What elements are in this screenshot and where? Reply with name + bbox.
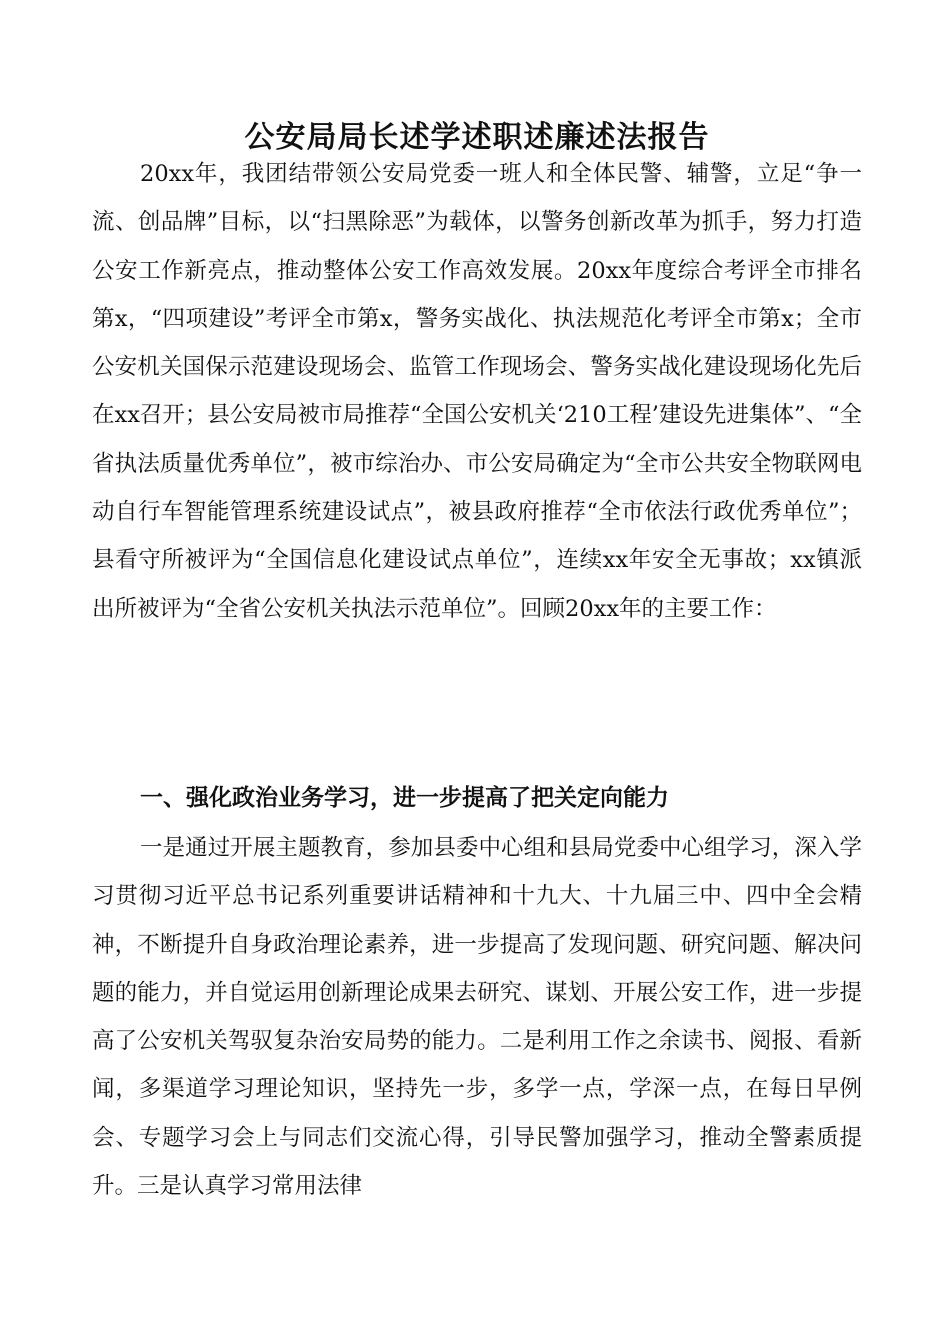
document-title: 公安局局长述学述职述廉述法报告 bbox=[244, 120, 710, 155]
intro-paragraph: 20xx年，我团结带领公安局党委一班人和全体民警、辅警，立足“争一流、创品牌”目标，以“扫黑除恶”为载体，以警务创新改革为抓手，努力打造公安工作新亮点，推动整体公安工作高效发展。20xx年度综合考评全市排名第x，“四项建设”考评全市第x，警务实战化、执法规范化考评全市第x；全市公安机关国保示范建设现场会、监管工作现场会、警务实战化建设现场化先后在xx召开；县公安局被市局推荐“全国公安机关‘210工程’建设先进集体”、“全省执法质量优秀单位”，被市综治办、市公安局确定为“全市公共安全物联网电动自行车智能管理系统建设试点”，被县政府推荐“全市依法行政优秀单位”；县看守所被评为“全国信息化建设试点单位”，连续xx年安全无事故；xx镇派出所被评为“全省公安机关执法示范单位”。回顾20xx年的主要工作： bbox=[92, 161, 862, 622]
body-paragraph: 一是通过开展主题教育，参加县委中心组和县局党委中心组学习，深入学习贯彻习近平总书记系列重要讲话精神和十九大、十九届三中、四中全会精神，不断提升自身政治理论素养，进一步提高了发现问题、研究问题、解决问题的能力，并自觉运用创新理论成果去研究、谋划、开展公安工作，进一步提高了公安机关驾驭复杂治安局势的能力。二是利用工作之余读书、阅报、看新闻，多渠道学习理论知识，坚持先一步，多学一点，学深一点，在每日早例会、专题学习会上与同志们交流心得，引导民警加强学习，推动全警素质提升。三是认真学习常用法律 bbox=[92, 835, 862, 1200]
section-heading: 一、强化政治业务学习，进一步提高了把关定向能力 bbox=[140, 785, 669, 811]
